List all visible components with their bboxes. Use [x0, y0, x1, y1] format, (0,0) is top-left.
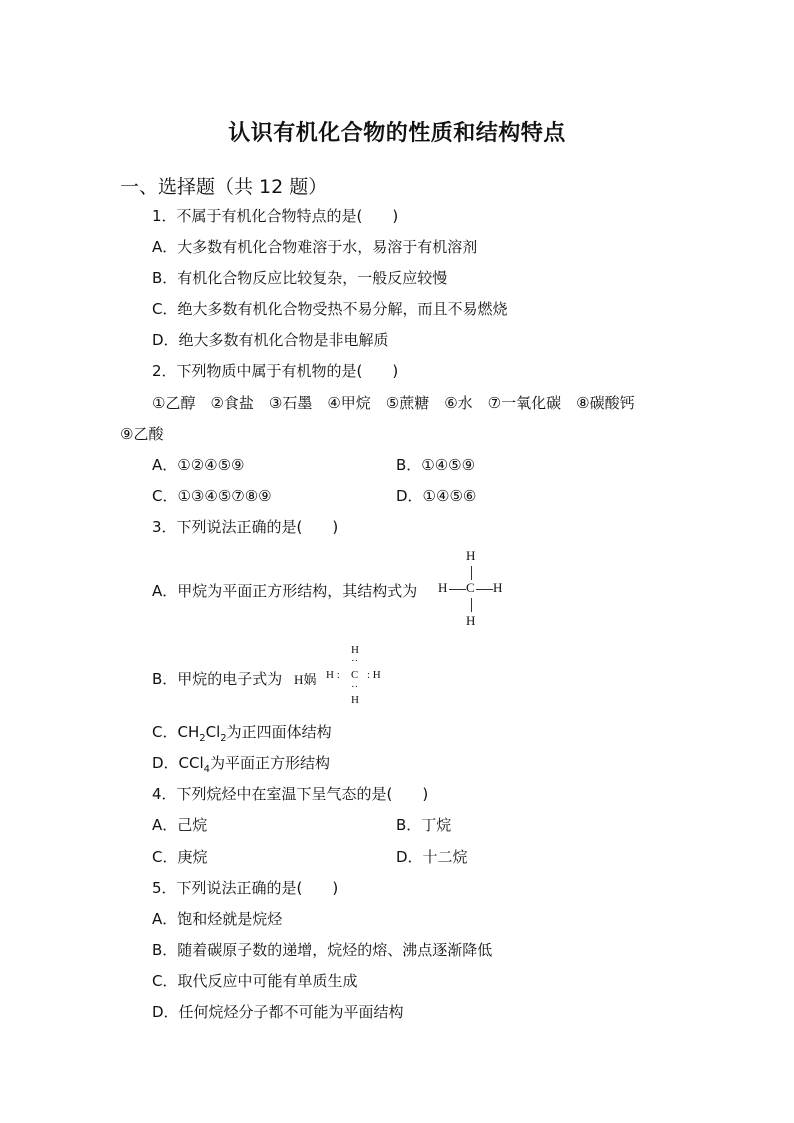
formula-a-bond-right: [476, 589, 493, 590]
q3-option-c: C．$CH_2Cl_2$为正四面体结构: [152, 723, 332, 744]
q1-option-b: B．有机化合物反应比较复杂，一般反应较慢: [152, 269, 448, 287]
formula-b-top-h: H: [351, 644, 359, 656]
formula-a-bond-left: [449, 589, 466, 590]
formula-a-center-c: C: [466, 580, 475, 595]
q1-option-d: D．绝大多数有机化合物是非电解质: [152, 331, 389, 349]
document-title: 认识有机化合物的性质和结构特点: [228, 121, 566, 146]
q1-option-c: C．绝大多数有机化合物受热不易分解，而且不易燃烧: [152, 300, 508, 318]
formula-a-top-h: H: [466, 548, 476, 563]
formula-b-bottom-h: H: [351, 694, 359, 706]
q4-stem: 4．下列烷烃中在室温下呈气态的是( ): [152, 785, 429, 803]
q5-option-d: D．任何烷烃分子都不可能为平面结构: [152, 1003, 404, 1021]
q1-option-a: A．大多数有机化合物难溶于水，易溶于有机溶剂: [152, 238, 478, 256]
q2-substance-list: ①乙醇 ②食盐 ③石墨 ④甲烷 ⑤蔗糖 ⑥水 ⑦一氧化碳 ⑧碳酸钙: [152, 394, 635, 412]
q3-option-b-prefix: H娲: [294, 672, 317, 687]
section-heading: 一、选择题（共 12 题）: [120, 176, 328, 198]
q5-option-a: A．饱和烃就是烷烃: [152, 910, 283, 928]
formula-b-left: H :: [326, 669, 340, 681]
q4-option-c: C．庚烷: [152, 848, 208, 866]
q1-stem: 1．不属于有机化合物特点的是( ): [152, 207, 399, 225]
q2-stem: 2．下列物质中属于有机物的是( ): [152, 362, 399, 380]
formula-b-dots-bottom: ··: [351, 681, 359, 693]
q2-option-c: C．①③④⑤⑦⑧⑨: [152, 487, 272, 505]
q5-stem: 5．下列说法正确的是( ): [152, 879, 339, 897]
q5-option-c: C．取代反应中可能有单质生成: [152, 972, 358, 990]
formula-b-center-c: C: [351, 669, 359, 681]
q5-option-b: B．随着碳原子数的递增，烷烃的熔、沸点逐渐降低: [152, 941, 493, 959]
q3-option-d: D．CCl$_4$为平面正方形结构: [152, 754, 331, 775]
q2-substance-list-cont: ⑨乙酸: [120, 425, 164, 443]
q4-option-a: A．己烷: [152, 816, 208, 834]
formula-a-right-h: H: [493, 580, 503, 595]
formula-a-bottom-h: H: [466, 613, 476, 628]
formula-a-left-h: H: [438, 580, 448, 595]
formula-b-right: : H: [367, 669, 381, 681]
q2-option-b: B．①④⑤⑨: [396, 456, 476, 474]
formula-a-bond-top: [471, 566, 472, 580]
q4-option-b: B．丁烷: [396, 816, 452, 834]
formula-b-dots-top: ··: [351, 655, 359, 667]
q4-option-d: D．十二烷: [396, 848, 468, 866]
formula-a-bond-bottom: [471, 598, 472, 612]
q3-option-a-text: A．甲烷为平面正方形结构，其结构式为: [152, 582, 418, 600]
q3-option-b-text: B．甲烷的电子式为: [152, 670, 283, 688]
q3-stem: 3．下列说法正确的是( ): [152, 518, 339, 536]
q2-option-a: A．①②④⑤⑨: [152, 456, 245, 474]
q2-option-d: D．①④⑤⑥: [396, 487, 477, 505]
